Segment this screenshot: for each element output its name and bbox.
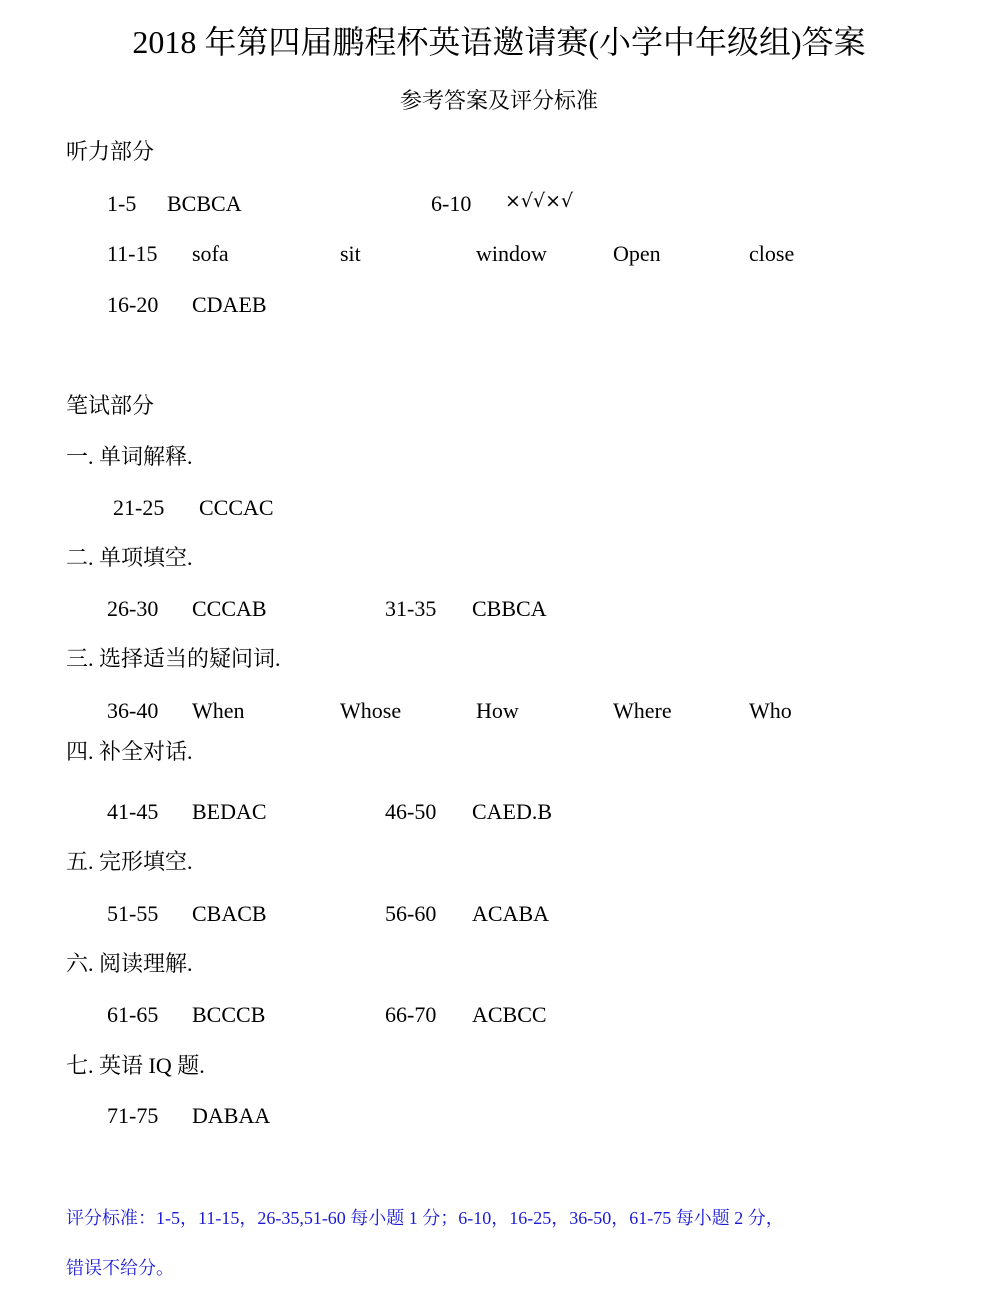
answer-key: ACBCC bbox=[472, 1002, 547, 1027]
answer-key: CBACB bbox=[192, 901, 267, 926]
answer-range: 1-5 bbox=[107, 191, 137, 216]
section-heading: 一. 单词解释. bbox=[66, 444, 193, 469]
answer-range: 46-50 bbox=[385, 799, 437, 824]
answer-word: sofa bbox=[192, 241, 229, 266]
answer-range: 71-75 bbox=[107, 1103, 159, 1128]
answer-word: When bbox=[192, 698, 245, 723]
answer-key: BEDAC bbox=[192, 799, 267, 824]
answer-key: ACABA bbox=[472, 901, 550, 926]
section-heading: 七. 英语 IQ 题. bbox=[66, 1053, 205, 1078]
scoring-note: 评分标准：1-5，11-15，26-35,51-60 每小题 1 分；6-10，16-25，36-50，61-75 每小题 2 分， bbox=[66, 1208, 784, 1228]
answer-range: 61-65 bbox=[107, 1002, 159, 1027]
answer-range: 26-30 bbox=[107, 596, 159, 621]
scoring-note-continued: 错误不给分。 bbox=[66, 1258, 174, 1278]
answer-word: close bbox=[749, 241, 795, 266]
answer-range: 6-10 bbox=[431, 191, 472, 216]
listening-heading: 听力部分 bbox=[66, 139, 155, 164]
answer-key: CAED.B bbox=[472, 799, 553, 824]
answer-range: 51-55 bbox=[107, 901, 159, 926]
answer-range: 16-20 bbox=[107, 292, 159, 317]
answer-key: BCBCA bbox=[167, 191, 242, 216]
answer-range: 36-40 bbox=[107, 698, 159, 723]
answer-key: CCCAC bbox=[199, 495, 274, 520]
answer-range: 41-45 bbox=[107, 799, 159, 824]
answer-word: Whose bbox=[340, 698, 402, 723]
answer-range: 21-25 bbox=[113, 495, 165, 520]
answer-word: Open bbox=[613, 241, 661, 266]
answer-range: 56-60 bbox=[385, 901, 437, 926]
section-heading: 四. 补全对话. bbox=[66, 739, 193, 764]
answer-range: 31-35 bbox=[385, 596, 437, 621]
answer-key: ×√√×√ bbox=[505, 190, 574, 212]
answer-key: DABAA bbox=[192, 1103, 271, 1128]
answer-word: Where bbox=[613, 698, 672, 723]
answer-key: CBBCA bbox=[472, 596, 547, 621]
answer-word: window bbox=[476, 241, 547, 266]
answer-key: CDAEB bbox=[192, 292, 267, 317]
answer-range: 66-70 bbox=[385, 1002, 437, 1027]
page-subtitle: 参考答案及评分标准 bbox=[399, 88, 598, 113]
section-heading: 二. 单项填空. bbox=[66, 545, 193, 570]
written-heading: 笔试部分 bbox=[66, 393, 155, 418]
answer-key: BCCCB bbox=[192, 1002, 266, 1027]
answer-key: CCCAB bbox=[192, 596, 267, 621]
section-heading: 五. 完形填空. bbox=[66, 849, 193, 874]
section-heading: 六. 阅读理解. bbox=[66, 951, 193, 976]
answer-word: Who bbox=[749, 698, 792, 723]
section-heading: 三. 选择适当的疑问词. bbox=[66, 646, 281, 671]
answer-word: How bbox=[476, 698, 519, 723]
page-title: 2018 年第四届鹏程杯英语邀请赛(小学中年级组)答案 bbox=[132, 24, 866, 60]
answer-range: 11-15 bbox=[107, 241, 158, 266]
answer-word: sit bbox=[340, 241, 361, 266]
